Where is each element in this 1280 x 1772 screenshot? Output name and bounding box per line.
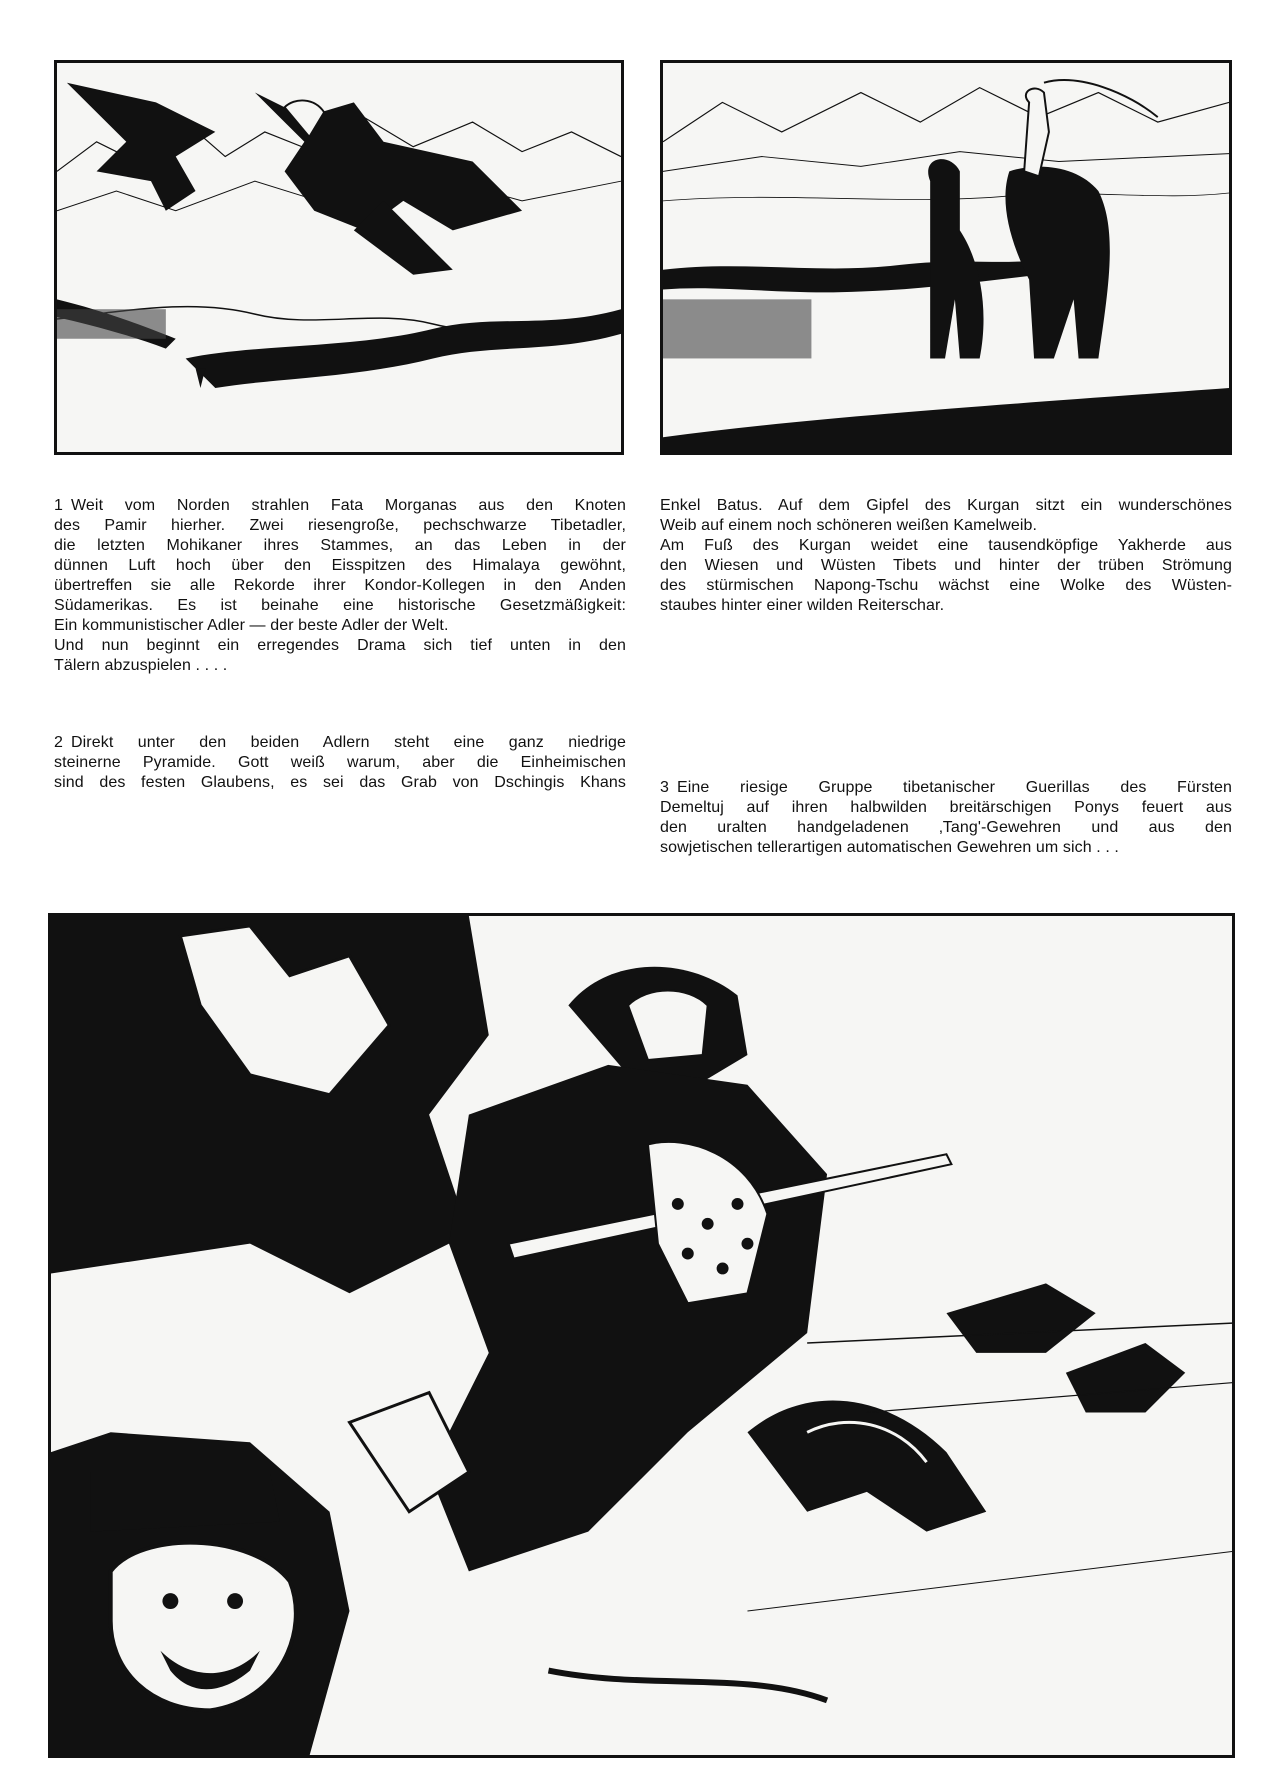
caption-line: sowjetischen tellerartigen automatischen Gewehren um sich . . . bbox=[660, 839, 1119, 856]
riders-illustration bbox=[51, 916, 1232, 1755]
caption-number: 1 bbox=[54, 497, 63, 514]
caption-line: übertreffen sie alle Rekorde ihrer Kondor-Kollegen in den Anden bbox=[54, 577, 626, 594]
caption-line: Südamerikas. Es ist beinahe eine historische Gesetzmäßigkeit: bbox=[54, 597, 626, 614]
caption-line: Tälern abzuspielen . . . . bbox=[54, 657, 228, 674]
caption-line: die letzten Mohikaner ihres Stammes, an das Leben in der bbox=[54, 537, 626, 554]
caption-line: des Pamir hierher. Zwei riesengroße, pechschwarze Tibetadler, bbox=[54, 517, 626, 534]
caption-line: Demeltuj auf ihren halbwilden breitärschigen Ponys feuert aus bbox=[660, 799, 1232, 816]
caption-line: Direkt unter den beiden Adlern steht eine ganz niedrige bbox=[71, 734, 626, 751]
caption-line: Enkel Batus. Auf dem Gipfel des Kurgan sitzt ein wunderschönes bbox=[660, 497, 1232, 514]
caption-2-continued bbox=[660, 496, 1232, 616]
caption-line: Weit vom Norden strahlen Fata Morganas aus den Knoten bbox=[71, 497, 626, 514]
caption-line: des stürmischen Napong-Tschu wächst eine Wolke des Wüsten- bbox=[660, 577, 1232, 594]
caption-line: Und nun beginnt ein erregendes Drama sich tief unten in den bbox=[54, 637, 626, 654]
caption-number: 3 bbox=[660, 779, 669, 796]
caption-line: den Wiesen und Wüsten Tibets und hinter der trüben Strömung bbox=[660, 557, 1232, 574]
caption-1 bbox=[54, 496, 626, 676]
caption-number: 2 bbox=[54, 734, 63, 751]
panel-camel-rider bbox=[660, 60, 1232, 455]
caption-line: Weib auf einem noch schöneren weißen Kamelweib. bbox=[660, 517, 1038, 534]
caption-2 bbox=[54, 733, 626, 793]
caption-line: den uralten handgeladenen ‚Tang'-Gewehren und aus den bbox=[660, 819, 1232, 836]
caption-3 bbox=[660, 778, 1232, 858]
caption-line: dünnen Luft hoch über den Eisspitzen des Himalaya gewöhnt, bbox=[54, 557, 626, 574]
panel-guerilla-riders bbox=[48, 913, 1235, 1758]
panel-eagles bbox=[54, 60, 624, 455]
camel-rider-illustration bbox=[663, 63, 1229, 452]
caption-line: staubes hinter einer wilden Reiterschar. bbox=[660, 597, 945, 614]
caption-line: Am Fuß des Kurgan weidet eine tausendköpfige Yakherde aus bbox=[660, 537, 1232, 554]
caption-line: steinerne Pyramide. Gott weiß warum, aber die Einheimischen bbox=[54, 754, 626, 771]
caption-line: Eine riesige Gruppe tibetanischer Guerillas des Fürsten bbox=[677, 779, 1232, 796]
caption-line: Ein kommunistischer Adler — der beste Adler der Welt. bbox=[54, 617, 449, 634]
caption-line: sind des festen Glaubens, es sei das Grab von Dschingis Khans bbox=[54, 774, 626, 791]
eagles-illustration bbox=[57, 63, 621, 452]
